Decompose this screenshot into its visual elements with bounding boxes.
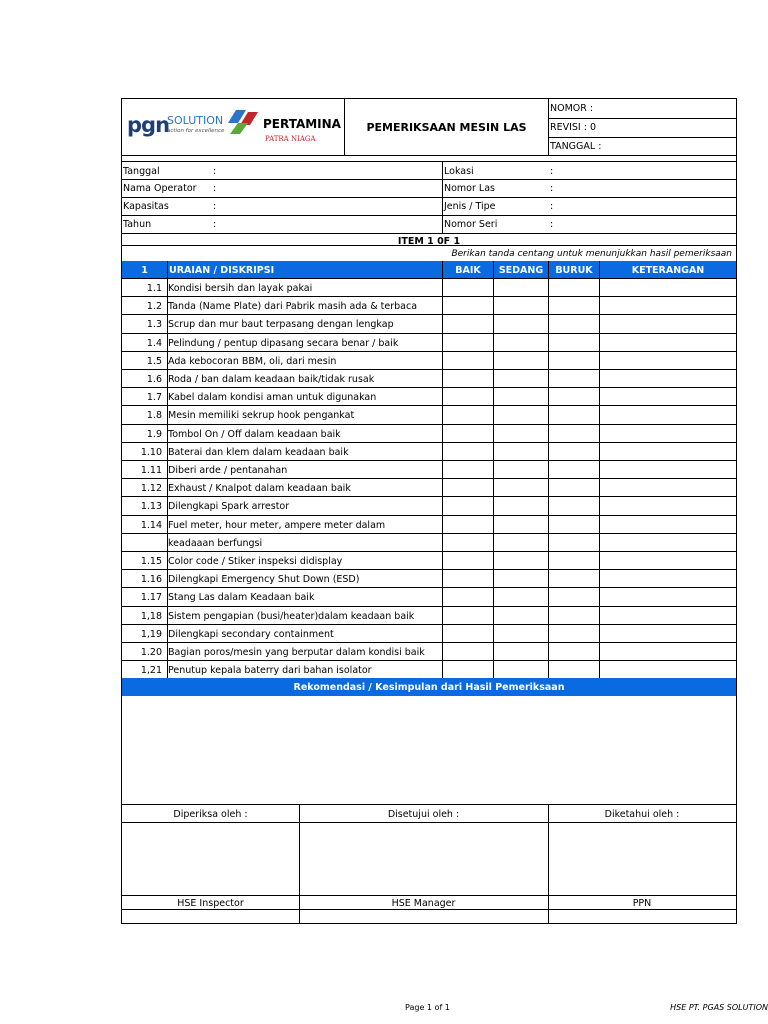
cell-baik[interactable] [442, 624, 493, 642]
cell-keterangan[interactable] [599, 642, 736, 660]
cell-baik[interactable] [442, 478, 493, 496]
cell-sedang[interactable] [493, 333, 548, 351]
table-row [122, 533, 736, 551]
divider [122, 369, 736, 370]
cell-buruk[interactable] [548, 587, 599, 605]
divider [442, 161, 443, 233]
cell-baik[interactable] [442, 551, 493, 569]
divider [548, 118, 736, 119]
cell-baik[interactable] [442, 424, 493, 442]
table-row [122, 333, 736, 351]
cell-sedang[interactable] [493, 515, 548, 533]
disetujui-label: Disetujui oleh : [387, 809, 460, 820]
cell-sedang[interactable] [493, 478, 548, 496]
cell-buruk[interactable] [548, 496, 599, 514]
cell-baik[interactable] [442, 569, 493, 587]
cell-keterangan[interactable] [599, 460, 736, 478]
row-number: 1,18 [140, 610, 162, 622]
row-description: Tanda (Name Plate) dari Pabrik masih ada & terbaca [168, 301, 418, 313]
cell-baik[interactable] [442, 606, 493, 624]
row-description: Fuel meter, hour meter, ampere meter dalam [168, 519, 386, 531]
page-title: PEMERIKSAAN MESIN LAS [345, 99, 549, 155]
colon: : [213, 201, 217, 212]
cell-sedang[interactable] [493, 551, 548, 569]
cell-buruk[interactable] [548, 387, 599, 405]
cell-buruk[interactable] [548, 442, 599, 460]
cell-keterangan[interactable] [599, 442, 736, 460]
role-ppn: PPN [632, 898, 652, 909]
divider [122, 215, 736, 216]
footer-company: HSE PT. PGAS SOLUTION [670, 1003, 768, 1012]
cell-baik[interactable] [442, 587, 493, 605]
cell-keterangan[interactable] [599, 660, 736, 678]
cell-sedang[interactable] [493, 387, 548, 405]
cell-keterangan[interactable] [599, 278, 736, 296]
cell-sedang[interactable] [493, 278, 548, 296]
cell-keterangan[interactable] [599, 515, 736, 533]
cell-sedang[interactable] [493, 460, 548, 478]
cell-sedang[interactable] [493, 424, 548, 442]
cell-keterangan[interactable] [599, 405, 736, 423]
row-number: 1.12 [140, 483, 162, 495]
cell-buruk[interactable] [548, 551, 599, 569]
divider [122, 245, 736, 246]
divider [122, 642, 736, 643]
row-number: 1,19 [140, 628, 162, 640]
col-no: 1 [141, 265, 148, 276]
cell-keterangan[interactable] [599, 496, 736, 514]
cell-keterangan[interactable] [599, 587, 736, 605]
divider [122, 314, 736, 315]
row-description: Bagian poros/mesin yang berputar dalam kondisi baik [168, 647, 425, 658]
table-row [122, 624, 736, 642]
colon: : [213, 166, 217, 177]
label-nomor-las: Nomor Las [444, 183, 495, 194]
cell-buruk[interactable] [548, 533, 599, 551]
divider [122, 478, 736, 479]
colon: : [550, 166, 554, 177]
colon: : [213, 219, 217, 230]
row-description: Tombol On / Off dalam keadaan baik [168, 428, 341, 440]
row-description: Mesin memiliki sekrup hook pengankat [168, 410, 355, 422]
cell-baik[interactable] [442, 496, 493, 514]
divider [548, 137, 736, 138]
role-hse-manager: HSE Manager [391, 898, 456, 909]
cell-baik[interactable] [442, 296, 493, 314]
row-number: 1.7 [146, 392, 162, 404]
divider [122, 442, 736, 443]
divider [122, 333, 736, 334]
cell-sedang[interactable] [493, 587, 548, 605]
divider [122, 460, 736, 461]
row-description: Baterai dan klem dalam keadaan baik [168, 446, 349, 458]
row-description: Kabel dalam kondisi aman untuk digunakan [168, 392, 377, 404]
divider [548, 261, 549, 678]
cell-sedang[interactable] [493, 296, 548, 314]
cell-buruk[interactable] [548, 405, 599, 423]
cell-baik[interactable] [442, 387, 493, 405]
inspection-form [121, 156, 737, 924]
divider [122, 233, 736, 234]
divider [122, 804, 736, 805]
pertamina-logo-icon [226, 108, 262, 136]
table-row [122, 569, 736, 587]
label-nama-operator: Nama Operator [123, 183, 197, 194]
cell-sedang[interactable] [493, 351, 548, 369]
cell-sedang[interactable] [493, 660, 548, 678]
divider [122, 496, 736, 497]
cell-keterangan[interactable] [599, 369, 736, 387]
cell-buruk[interactable] [548, 424, 599, 442]
table-row [122, 351, 736, 369]
cell-keterangan[interactable] [599, 478, 736, 496]
row-number: 1.5 [146, 355, 162, 367]
table-row [122, 587, 736, 605]
cell-sedang[interactable] [493, 369, 548, 387]
cell-sedang[interactable] [493, 606, 548, 624]
divider [122, 533, 736, 534]
cell-sedang[interactable] [493, 405, 548, 423]
cell-buruk[interactable] [548, 314, 599, 332]
row-number: 1.13 [140, 501, 162, 513]
cell-keterangan[interactable] [599, 624, 736, 642]
label-tanggal: Tanggal [123, 166, 160, 177]
page-number: Page 1 of 1 [405, 1003, 450, 1012]
cell-baik[interactable] [442, 333, 493, 351]
cell-buruk[interactable] [548, 369, 599, 387]
row-number: 1,21 [140, 665, 162, 677]
doc-revisi: REVISI : 0 [550, 122, 597, 133]
table-row [122, 405, 736, 423]
table-row [122, 369, 736, 387]
table-row [122, 551, 736, 569]
cell-baik[interactable] [442, 278, 493, 296]
cell-baik[interactable] [442, 460, 493, 478]
table-row [122, 387, 736, 405]
divider [122, 606, 736, 607]
cell-baik[interactable] [442, 369, 493, 387]
label-lokasi: Lokasi [444, 166, 474, 177]
divider [122, 624, 736, 625]
cell-buruk[interactable] [548, 278, 599, 296]
row-description: Diberi arde / pentanahan [168, 465, 288, 476]
cell-baik[interactable] [442, 442, 493, 460]
divider [493, 261, 494, 678]
pgn-solution-label: SOLUTION [167, 114, 224, 127]
cell-baik[interactable] [442, 351, 493, 369]
row-number: 1.4 [146, 337, 162, 349]
label-tahun: Tahun [123, 219, 152, 230]
row-description: Color code / Stiker inspeksi didisplay [168, 556, 343, 567]
row-description: Dilengkapi secondary containment [168, 628, 334, 640]
diperiksa-label: Diperiksa oleh : [173, 809, 248, 820]
divider [122, 895, 736, 896]
cell-buruk[interactable] [548, 660, 599, 678]
item-count: ITEM 1 0F 1 [397, 236, 461, 247]
table-row [122, 296, 736, 314]
row-description: Ada kebocoran BBM, oli, dari mesin [168, 355, 337, 367]
rekomendasi-header [122, 678, 736, 696]
divider [167, 261, 168, 678]
table-row [122, 642, 736, 660]
row-number: 1.20 [140, 647, 162, 658]
table-row [122, 424, 736, 442]
row-number: 1.15 [140, 556, 162, 567]
cell-keterangan[interactable] [599, 551, 736, 569]
col-keterangan: KETERANGAN [631, 265, 705, 276]
table-row [122, 515, 736, 533]
row-description: Dilengkapi Spark arrestor [168, 501, 290, 513]
cell-keterangan[interactable] [599, 424, 736, 442]
cell-buruk[interactable] [548, 642, 599, 660]
label-kapasitas: Kapasitas [123, 201, 169, 212]
diketahui-label: Diketahui oleh : [604, 809, 680, 820]
cell-sedang[interactable] [493, 569, 548, 587]
row-number: 1.6 [146, 374, 162, 385]
colon: : [550, 201, 554, 212]
row-description: Penutup kepala baterry dari bahan isolator [168, 665, 372, 677]
colon: : [550, 183, 554, 194]
cell-buruk[interactable] [548, 624, 599, 642]
cell-buruk[interactable] [548, 460, 599, 478]
row-number: 1.3 [146, 319, 162, 331]
cell-keterangan[interactable] [599, 296, 736, 314]
row-number: 1.10 [140, 446, 162, 458]
divider [122, 197, 736, 198]
row-number: 1.1 [146, 283, 162, 294]
doc-nomor: NOMOR : [550, 103, 594, 114]
row-description: Stang Las dalam Keadaan baik [168, 592, 315, 604]
divider [122, 551, 736, 552]
row-number: 1.16 [140, 574, 162, 586]
cell-baik[interactable] [442, 660, 493, 678]
divider [122, 405, 736, 406]
table-row [122, 278, 736, 296]
divider [122, 909, 736, 910]
cell-baik[interactable] [442, 515, 493, 533]
table-row [122, 660, 736, 678]
col-baik: BAIK [455, 265, 481, 276]
cell-keterangan[interactable] [599, 569, 736, 587]
cell-baik[interactable] [442, 405, 493, 423]
table-row [122, 606, 736, 624]
cell-buruk[interactable] [548, 606, 599, 624]
cell-buruk[interactable] [548, 351, 599, 369]
cell-buruk[interactable] [548, 478, 599, 496]
row-number: 1.9 [146, 428, 162, 440]
pgn-tagline: action for excellence [167, 128, 225, 134]
row-description: keadaaan berfungsi [168, 537, 263, 549]
colon: : [550, 219, 554, 230]
colon: : [213, 183, 217, 194]
cell-baik[interactable] [442, 533, 493, 551]
divider [122, 587, 736, 588]
cell-buruk[interactable] [548, 333, 599, 351]
row-description: Pelindung / pentup dipasang secara benar / baik [168, 337, 399, 349]
cell-keterangan[interactable] [599, 333, 736, 351]
divider [442, 261, 443, 678]
cell-keterangan[interactable] [599, 533, 736, 551]
cell-sedang[interactable] [493, 624, 548, 642]
document-header [121, 98, 737, 156]
divider [599, 261, 600, 678]
column-header-row [122, 261, 736, 278]
cell-buruk[interactable] [548, 569, 599, 587]
divider [122, 296, 736, 297]
divider [122, 351, 736, 352]
cell-sedang[interactable] [493, 642, 548, 660]
table-row [122, 442, 736, 460]
role-hse-inspector: HSE Inspector [177, 898, 244, 909]
divider [122, 387, 736, 388]
cell-keterangan[interactable] [599, 351, 736, 369]
divider [122, 822, 736, 823]
divider [122, 161, 736, 162]
row-number: 1.8 [146, 410, 162, 422]
col-buruk: BURUK [555, 265, 593, 276]
divider [122, 278, 736, 279]
company-logos [122, 99, 345, 155]
divider [122, 569, 736, 570]
table-row [122, 496, 736, 514]
cell-keterangan[interactable] [599, 314, 736, 332]
cell-keterangan[interactable] [599, 387, 736, 405]
cell-sedang[interactable] [493, 442, 548, 460]
col-uraian: URAIAN / DISKRIPSI [169, 265, 275, 276]
row-description: Scrup dan mur baut terpasang dengan lengkap [168, 319, 394, 331]
divider [122, 179, 736, 180]
divider [122, 515, 736, 516]
patra-niaga-text: PATRA NIAGA [265, 135, 316, 143]
label-nomor-seri: Nomor Seri [444, 219, 498, 230]
row-description: Sistem pengapian (busi/heater)dalam keadaan baik [168, 610, 415, 622]
cell-baik[interactable] [442, 642, 493, 660]
divider [122, 424, 736, 425]
row-number: 1.17 [140, 592, 162, 604]
cell-buruk[interactable] [548, 515, 599, 533]
label-jenis-tipe: Jenis / Tipe [444, 201, 496, 212]
table-row [122, 478, 736, 496]
row-description: Kondisi bersih dan layak pakai [168, 283, 313, 294]
instruction-text: Berikan tanda centang untuk menunjukkan hasil pemeriksaan [451, 249, 732, 259]
row-number: 1.2 [146, 301, 162, 313]
table-row [122, 460, 736, 478]
col-sedang: SEDANG [498, 265, 544, 276]
divider [122, 660, 736, 661]
pgn-logo: pgn [127, 113, 170, 137]
row-number: 1.11 [140, 465, 162, 476]
row-description: Dilengkapi Emergency Shut Down (ESD) [168, 574, 360, 586]
row-number: 1.14 [140, 519, 162, 531]
table-row [122, 314, 736, 332]
cell-sedang[interactable] [493, 533, 548, 551]
pertamina-logo-text: PERTAMINA [263, 117, 341, 131]
row-description: Exhaust / Knalpot dalam keadaan baik [168, 483, 351, 495]
cell-keterangan[interactable] [599, 606, 736, 624]
cell-baik[interactable] [442, 314, 493, 332]
rekomendasi-title: Rekomendasi / Kesimpulan dari Hasil Pemeriksaan [293, 682, 565, 693]
doc-tanggal: TANGGAL : [550, 141, 602, 152]
cell-buruk[interactable] [548, 296, 599, 314]
cell-sedang[interactable] [493, 314, 548, 332]
row-description: Roda / ban dalam keadaan baik/tidak rusak [168, 374, 375, 385]
cell-sedang[interactable] [493, 496, 548, 514]
